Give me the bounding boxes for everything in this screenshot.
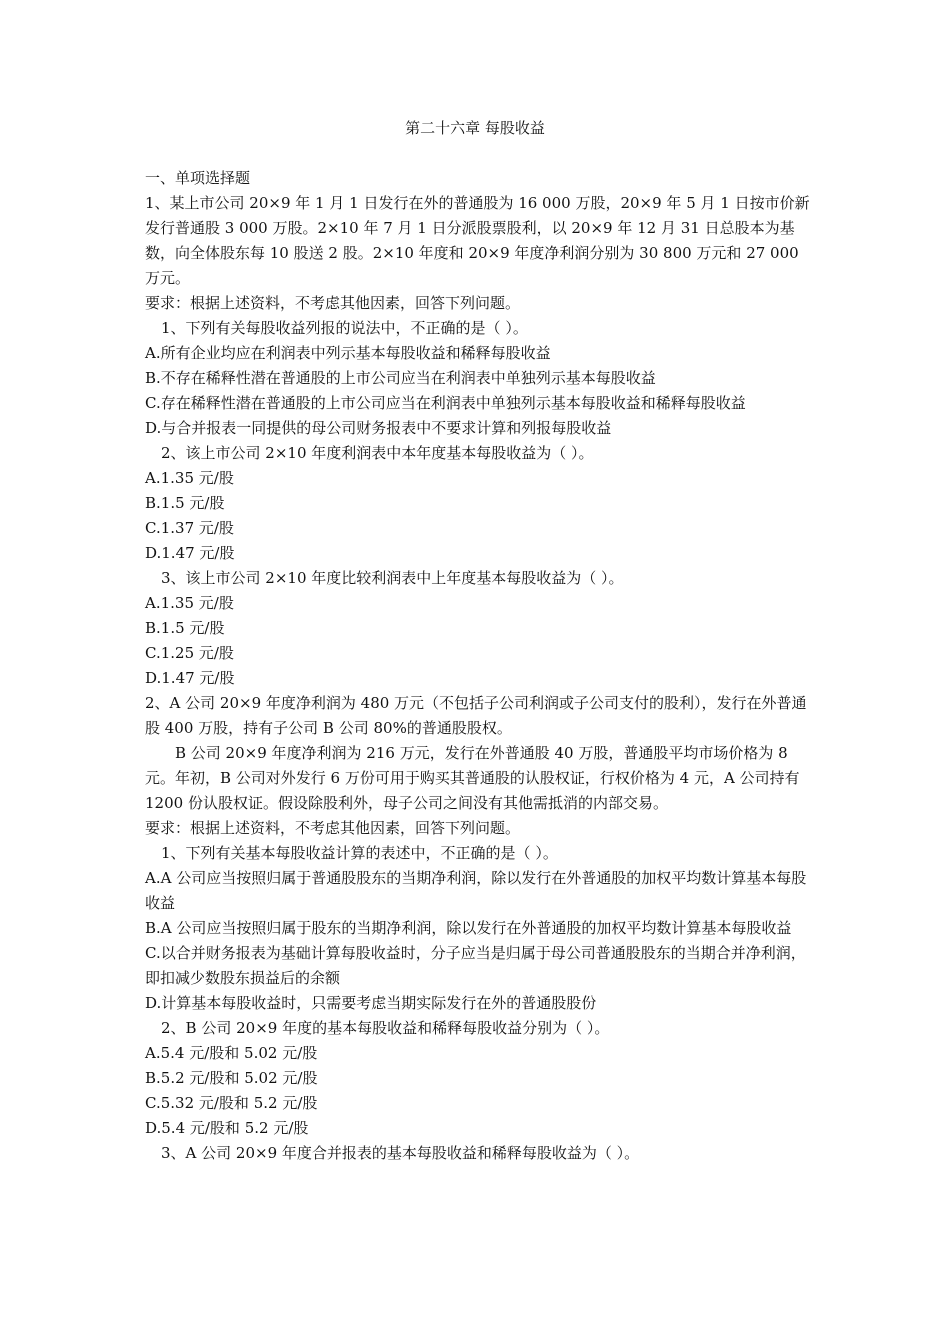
case1-q2-option-d: D.1.47 元/股 <box>145 544 235 562</box>
case1-q3-option-b: B.1.5 元/股 <box>145 619 225 637</box>
case2-q1-option-a: A.A 公司应当按照归属于普通股股东的当期净利润，除以发行在外普通股的加权平均数计算基本每股收益 <box>145 869 807 912</box>
case1-q2-option-c: C.1.37 元/股 <box>145 519 234 537</box>
case2-q2-stem: 2、B 公司 20×9 年度的基本每股收益和稀释每股收益分别为（ ）。 <box>161 1019 610 1037</box>
case2-q2-option-c: C.5.32 元/股和 5.2 元/股 <box>145 1094 318 1112</box>
case2-q1-option-b: B.A 公司应当按照归属于股东的当期净利润，除以发行在外普通股的加权平均数计算基本每股收益 <box>145 919 792 937</box>
case2-intro: 2、A 公司 20×9 年度净利润为 480 万元（不包括子公司利润或子公司支付的股利），发行在外普通股 400 万股，持有子公司 B 公司 80%的普通股股权。 <box>145 694 807 737</box>
case1-q2-option-a: A.1.35 元/股 <box>145 469 234 487</box>
case1-requirement: 要求：根据上述资料，不考虑其他因素，回答下列问题。 <box>145 294 521 312</box>
case2-requirement: 要求：根据上述资料，不考虑其他因素，回答下列问题。 <box>145 819 521 837</box>
case1-q1-stem: 1、下列有关每股收益列报的说法中，不正确的是（ ）。 <box>161 319 528 337</box>
case2-q2-option-b: B.5.2 元/股和 5.02 元/股 <box>145 1069 318 1087</box>
case2-q1-option-d: D.计算基本每股收益时，只需要考虑当期实际发行在外的普通股股份 <box>145 994 597 1012</box>
case1-q1-option-c: C.存在稀释性潜在普通股的上市公司应当在利润表中单独列示基本每股收益和稀释每股收益 <box>145 394 746 412</box>
chapter-title: 第二十六章 每股收益 <box>405 119 545 137</box>
case1-q1-option-a: A.所有企业均应在利润表中列示基本每股收益和稀释每股收益 <box>145 344 551 362</box>
case1-q1-option-b: B.不存在稀释性潜在普通股的上市公司应当在利润表中单独列示基本每股收益 <box>145 369 656 387</box>
case2-q1-stem: 1、下列有关基本每股收益计算的表述中，不正确的是（ ）。 <box>161 844 558 862</box>
case2-q2-option-a: A.5.4 元/股和 5.02 元/股 <box>145 1044 318 1062</box>
case2-q1-option-c: C.以合并财务报表为基础计算每股收益时，分子应当是归属于母公司普通股股东的当期合并净利润，即扣减少数股东损益后的余额 <box>145 944 806 987</box>
section-heading: 一、单项选择题 <box>145 169 251 187</box>
case2-q2-option-d: D.5.4 元/股和 5.2 元/股 <box>145 1119 309 1137</box>
case1-q3-option-a: A.1.35 元/股 <box>145 594 234 612</box>
document-body <box>145 166 810 1166</box>
case1-q3-option-c: C.1.25 元/股 <box>145 644 234 662</box>
case1-intro: 1、某上市公司 20×9 年 1 月 1 日发行在外的普通股为 16 000 万股，20×9 年 5 月 1 日按市价新发行普通股 3 000 万股。2×10 年 7 月 1 日分派股票股利，以 20×9 年 12 月 31 日总股本为基数，向全体股东每 10 股送 2 股。2×10 年度和 20×9 年度净利润分别为 30 800 万元和 27 000 万元。 <box>145 194 810 287</box>
case2-q3-stem: 3、A 公司 20×9 年度合并报表的基本每股收益和稀释每股收益为（ ）。 <box>161 1144 640 1162</box>
case1-q1-option-d: D.与合并报表一同提供的母公司财务报表中不要求计算和列报每股收益 <box>145 419 612 437</box>
case1-q2-option-b: B.1.5 元/股 <box>145 494 225 512</box>
case1-q3-stem: 3、该上市公司 2×10 年度比较利润表中上年度基本每股收益为（ ）。 <box>161 569 624 587</box>
case1-q3-option-d: D.1.47 元/股 <box>145 669 235 687</box>
case1-q2-stem: 2、该上市公司 2×10 年度利润表中本年度基本每股收益为（ ）。 <box>161 444 594 462</box>
case2-intro-continued: B 公司 20×9 年度净利润为 216 万元，发行在外普通股 40 万股，普通股平均市场价格为 8 元。年初，B 公司对外发行 6 万份可用于购买其普通股的认股权证，行权价格为 4 元，A 公司持有 1200 份认股权证。假设除股利外，母子公司之间没有其他需抵消的内部交易。 <box>145 744 800 812</box>
